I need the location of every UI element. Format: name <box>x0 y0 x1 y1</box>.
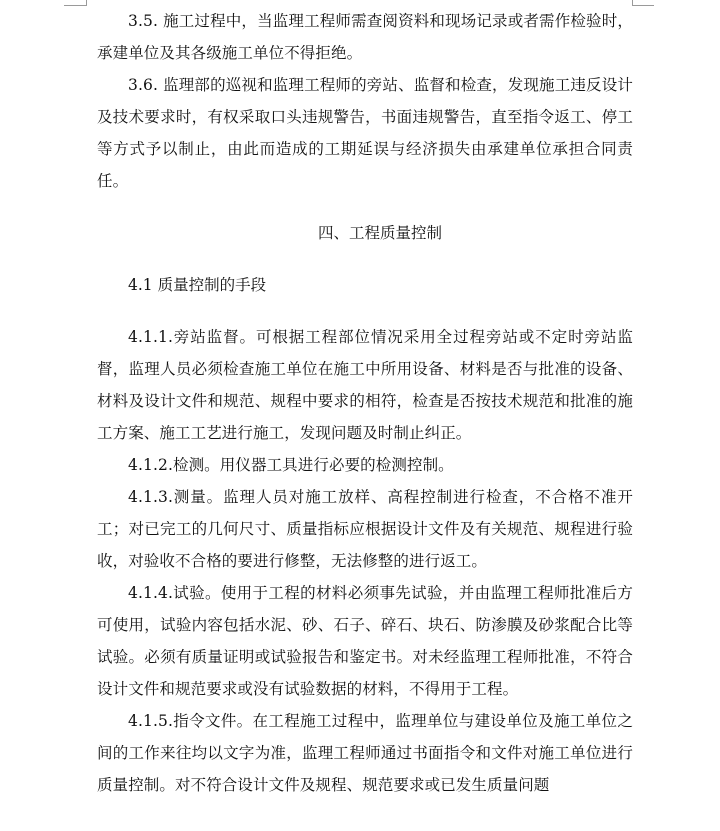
paragraph-4-1-2: 4.1.2.检测。用仪器工具进行必要的检测控制。 <box>128 456 454 474</box>
crop-mark-top-left-h <box>64 5 86 6</box>
document-body <box>97 5 633 801</box>
section-heading: 四、工程质量控制 <box>317 224 442 242</box>
paragraph-4-1-4: 4.1.4.试验。使用于工程的材料必须事先试验，并由监理工程师批准后方可使用，试验内容包括水泥、砂、石子、碎石、块石、防渗膜及砂浆配合比等试验。必须有质量证明或试验报告和鉴定书。对未经监理工程师批准，不符合设计文件和规范要求或没有试验数据的材料，不得用于工程。 <box>97 584 633 698</box>
crop-mark-top-right-h <box>632 5 654 6</box>
paragraph-3-5: 3.5. 施工过程中，当监理工程师需查阅资料和现场记录或者需作检验时，承建单位及其各级施工单位不得拒绝。 <box>97 12 633 62</box>
subsection-heading: 4.1 质量控制的手段 <box>128 276 267 294</box>
paragraph-4-1-3: 4.1.3.测量。监理人员对施工放样、高程控制进行检查，不合格不准开工；对已完工的几何尺寸、质量指标应根据设计文件及有关规范、规程进行验收，对验收不合格的要进行修整，无法修整的进行返工。 <box>97 488 633 570</box>
paragraph-4-1-1: 4.1.1.旁站监督。可根据工程部位情况采用全过程旁站或不定时旁站监督，监理人员必须检查施工单位在施工中所用设备、材料是否与批准的设备、材料及设计文件和规范、规程中要求的相符，检查是否按技术规范和批准的施工方案、施工工艺进行施工，发现问题及时制止纠正。 <box>97 328 633 442</box>
paragraph-3-6: 3.6. 监理部的巡视和监理工程师的旁站、监督和检查，发现施工违反设计及技术要求时，有权采取口头违规警告，书面违规警告，直至指令返工、停工等方式予以制止，由此而造成的工期延误与经济损失由承建单位承担合同责任。 <box>97 76 633 190</box>
paragraph-4-1-5: 4.1.5.指令文件。在工程施工过程中，监理单位与建设单位及施工单位之间的工作来往均以文字为准，监理工程师通过书面指令和文件对施工单位进行质量控制。对不符合设计文件及规程、规范要求或已发生质量问题 <box>97 712 633 794</box>
crop-mark-top-left <box>86 0 87 6</box>
